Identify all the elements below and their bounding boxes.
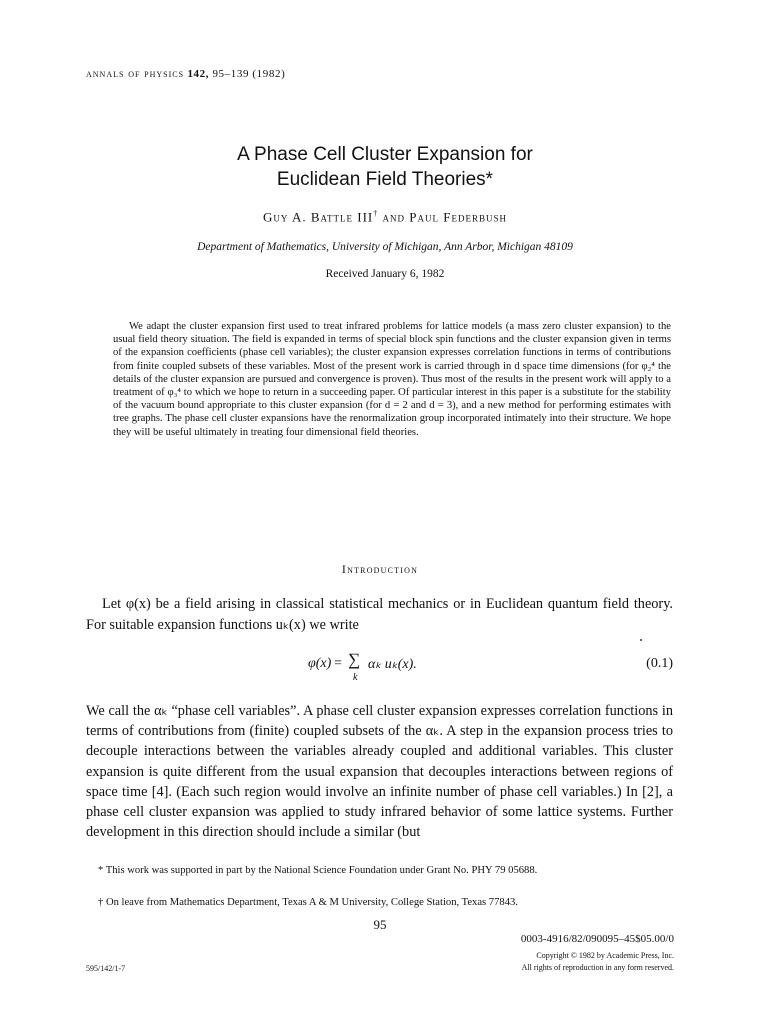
journal-name: annals of physics	[86, 68, 185, 80]
copyright-line-2: All rights of reproduction in any form reserved.	[521, 962, 674, 972]
sum-symbol: ∑	[348, 650, 361, 669]
page-number: 95	[373, 917, 387, 932]
footnote-2: † On leave from Mathematics Department, Texas A & M University, College Station, Texas 77843.	[98, 897, 518, 908]
author-1-footnote-mark: †	[373, 209, 379, 218]
intro-paragraph: Let φ(x) be a field arising in classical statistical mechanics or in Euclidean quantum field theory. For suitable expansion functions uₖ(x) we write	[86, 596, 673, 633]
sum-index: k	[353, 672, 358, 683]
affiliation: Department of Mathematics, University of Michigan, Ann Arbor, Michigan 48109	[197, 241, 573, 253]
copyright-notice	[522, 950, 674, 973]
footnote-1: * This work was supported in part by the National Science Foundation under Grant No. PHY 79 05688.	[98, 865, 538, 876]
abstract: We adapt the cluster expansion first used to treat infrared problems for lattice models (a mass zero cluster expansion) to the usual field theory situation. The field is expanded in terms of special block spin functions and the cluster expansion given in terms of the expansion coefficients (phase cell variables); the cluster expansion expresses correlation functions in terms of contributions from finite coupled subsets of these variables. Most of the present work is carried through in d space time dimensions (for φ₂⁴ the details of the cluster expansion are pursued and convergence is proven). Thus most of the results in the present work will apply to a treatment of φ₃⁴ to which we hope to return in a succeeding paper. Of particular interest in this paper is a substitute for the stability of the vacuum bound appropriate to this cluster expansion (for d = 2 and d = 3), and a new method for performing estimates with tree graphs. The phase cell cluster expansions have the renormalization group incorporated intimately into their structure. We hope they will be useful ultimately in treating four dimensional field theories.	[113, 321, 671, 438]
equation-number: (0.1)	[646, 656, 673, 671]
author-1: Guy A. Battle III	[263, 209, 374, 225]
equation-rhs: αₖ uₖ(x).	[368, 657, 417, 672]
section-heading: Introduction	[341, 562, 419, 576]
journal-header	[86, 68, 285, 80]
author-connector: and	[382, 209, 405, 225]
equation-0-1	[86, 650, 673, 690]
stray-mark	[640, 639, 642, 641]
title-line-1: A Phase Cell Cluster Expansion for	[237, 144, 533, 165]
issn-code: 0003-4916/82/090095–45$05.00/0	[520, 933, 674, 945]
author-2: Paul Federbush	[409, 209, 507, 225]
equation-equals: =	[334, 656, 342, 671]
authors	[0, 209, 770, 225]
equation-lhs: φ(x)	[308, 656, 332, 671]
pages-year: 95–139 (1982)	[212, 68, 286, 80]
signature-mark: 595/142/1-7	[86, 964, 126, 973]
volume: 142,	[187, 68, 210, 80]
body-paragraph: We call the αₖ “phase cell variables”. A phase cell cluster expansion expresses correlation functions in terms of contributions from (finite) coupled subsets of the αₖ. A step in the expansion process tries to decouple interactions between the variables already coupled and additional variables. This cluster expansion is quite different from the usual expansion that decouples interactions between regions of space time [4]. (Each such region would involve an infinite number of phase cell variables.) In [2], a phase cell cluster expansion was applied to study infrared behavior of some lattice systems. Further development in this direction should include a similar (but	[86, 703, 673, 841]
received-date: Received January 6, 1982	[325, 268, 445, 280]
copyright-line-1: Copyright © 1982 by Academic Press, Inc.	[536, 951, 674, 960]
title-line-2: Euclidean Field Theories*	[276, 169, 494, 190]
paper-title	[0, 142, 770, 192]
